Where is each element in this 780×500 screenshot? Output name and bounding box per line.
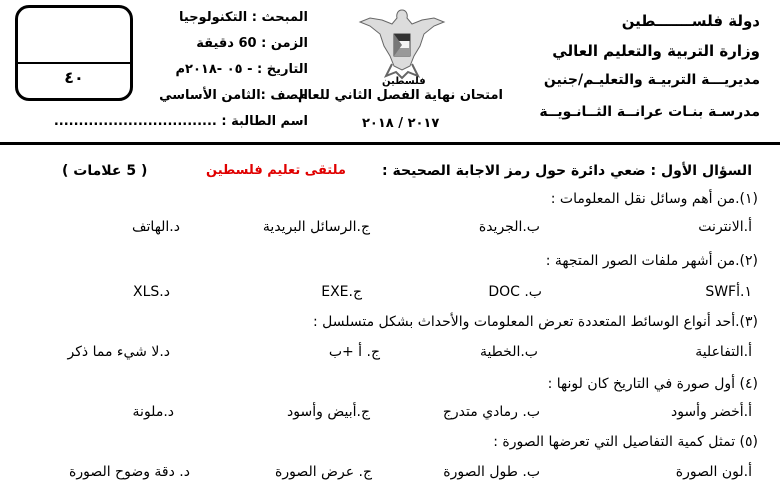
header-divider: [0, 142, 780, 145]
q2-option-d-text: XLS.د: [133, 284, 170, 300]
q5-option-b[interactable]: ب. طول الصورة: [443, 464, 540, 480]
time-field: الزمن : 60 دقيقة: [196, 36, 308, 51]
subject-field: المبحث : التكنولوجيا: [179, 10, 308, 25]
q1-option-c[interactable]: ج.الرسائل البريدية: [262, 219, 370, 235]
q1-option-d[interactable]: د.الهاتف: [132, 219, 180, 235]
q2-option-a-text: SWF١.أ: [705, 284, 752, 300]
q2-option-b[interactable]: [488, 284, 542, 300]
question-5: (٥) تمثل كمية التفاصيل التي تعرضها الصورة :: [493, 434, 758, 450]
score-divider: [18, 62, 130, 64]
q2-option-d[interactable]: [133, 284, 170, 300]
student-name-field[interactable]: اسم الطالبة : .................................: [53, 114, 308, 129]
q5-option-a[interactable]: أ.لون الصورة: [675, 464, 752, 480]
question-3: (٣).أحد أنواع الوسائط المتعددة تعرض المعلومات والأحداث بشكل متسلسل :: [312, 314, 758, 330]
q2-option-c[interactable]: [321, 284, 362, 300]
score-total: ٤٠: [64, 68, 84, 87]
exam-title: امتحان نهاية الفصل الثاني للعام: [298, 88, 503, 103]
palestine-emblem: [352, 4, 452, 86]
question-1: (١).من أهم وسائل نقل المعلومات :: [550, 191, 758, 207]
q4-option-b[interactable]: ب. رمادي متدرج: [442, 404, 540, 420]
q3-option-a[interactable]: أ.التفاعلية: [695, 344, 752, 360]
q5-option-d[interactable]: د. دقة وضوح الصورة: [68, 464, 190, 480]
q4-option-d[interactable]: د.ملونة: [132, 404, 174, 420]
section-marks: ( 5 علامات ): [62, 163, 148, 179]
school-name: مدرسـة بنـات عرانــة الثــانـويــة: [539, 104, 760, 120]
date-field: التاريخ : - ٠٥ -٢٠١٨م: [175, 62, 308, 77]
watermark-text: ملتقى تعليم فلسطين: [206, 163, 346, 178]
q3-option-c[interactable]: ج. أ +ب: [328, 344, 380, 360]
ministry-name: وزارة التربية والتعليم العالي: [552, 42, 760, 60]
q2-option-b-text: ب. DOC: [488, 284, 542, 300]
q2-option-c-text: EXE.ج: [321, 284, 362, 300]
q3-option-b[interactable]: ب.الخطية: [479, 344, 538, 360]
directorate-name: مديريـــة التربيـة والتعليـم/جنين: [543, 72, 760, 88]
q1-option-a[interactable]: أ.الانترنت: [698, 219, 752, 235]
exam-year: ٢٠١٧ / ٢٠١٨: [362, 116, 440, 131]
state-name: دولة فلســـــــطين: [621, 12, 760, 30]
grade-field: الصف :الثامن الأساسي: [159, 88, 308, 103]
emblem-caption: فلسطين: [382, 76, 426, 87]
q4-option-a[interactable]: أ.أخضر وأسود: [670, 404, 752, 420]
eagle-emblem-icon: [352, 4, 452, 86]
score-box: [15, 5, 133, 101]
q3-option-d[interactable]: د.لا شيء مما ذكر: [67, 344, 170, 360]
question-4: (٤) أول صورة في التاريخ كان لونها :: [547, 376, 758, 392]
q4-option-c[interactable]: ج.أبيض وأسود: [287, 404, 370, 420]
q1-option-b[interactable]: ب.الجريدة: [478, 219, 540, 235]
question-2: (٢).من أشهر ملفات الصور المتجهة :: [545, 253, 758, 269]
section-title: السؤال الأول : ضعي دائرة حول رمز الاجابة الصحيحة :: [382, 163, 752, 179]
q2-option-a[interactable]: [705, 284, 752, 300]
q5-option-c[interactable]: ج. عرض الصورة: [274, 464, 372, 480]
